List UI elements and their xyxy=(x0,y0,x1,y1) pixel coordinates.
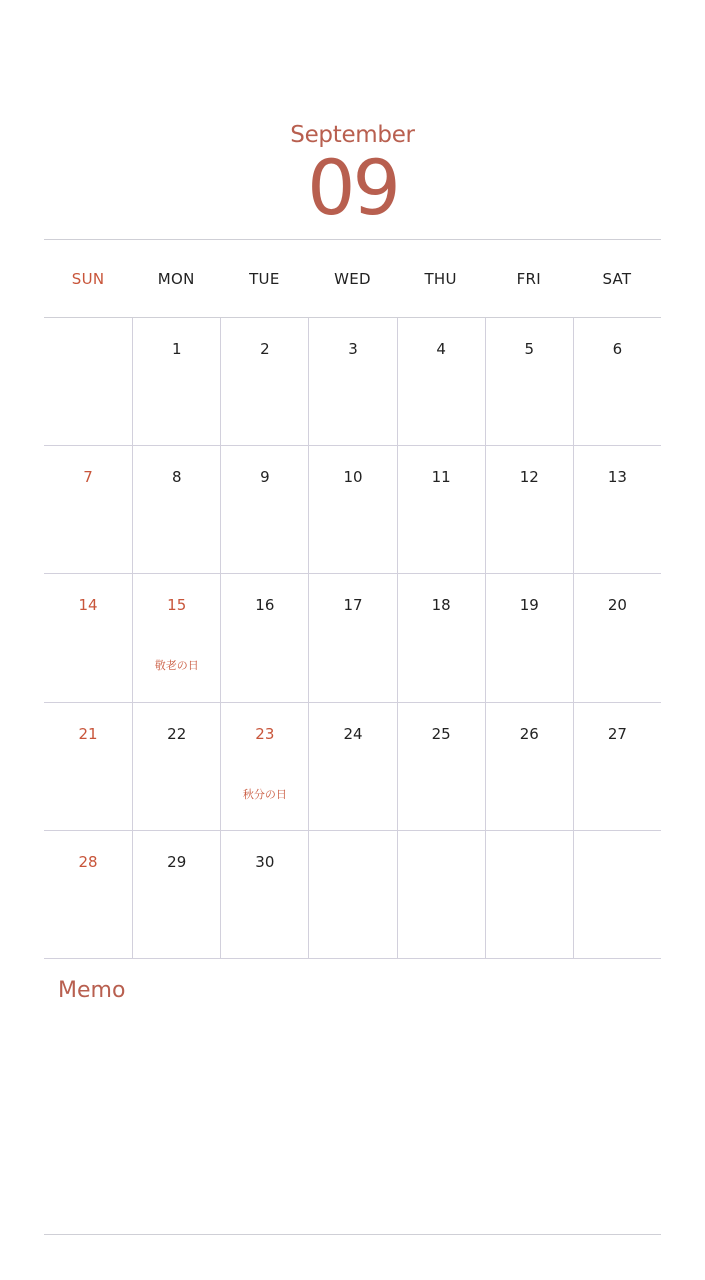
day-number: 8 xyxy=(171,468,182,487)
holiday-label: 敬老の日 xyxy=(154,659,199,673)
day-number: 16 xyxy=(255,596,275,615)
memo-title: Memo xyxy=(58,978,126,1003)
day-cell-5 xyxy=(485,318,573,446)
day-cell-10 xyxy=(308,446,396,574)
weekday-header-row xyxy=(44,240,661,318)
day-number: 12 xyxy=(519,468,539,487)
day-cell-19 xyxy=(485,574,573,702)
day-number: 7 xyxy=(83,468,93,487)
month-header xyxy=(0,118,705,232)
empty-day-cell xyxy=(573,831,661,959)
weekday-fri: FRI xyxy=(516,270,541,288)
day-number: 11 xyxy=(431,468,451,487)
weekday-tue: TUE xyxy=(249,270,280,288)
day-number: 18 xyxy=(431,596,451,615)
day-number: 5 xyxy=(524,340,535,358)
day-cell-1 xyxy=(132,318,220,446)
day-number: 15 xyxy=(167,596,187,615)
weekday-thu: THU xyxy=(424,270,457,288)
day-cell-27 xyxy=(573,703,661,831)
day-cell-16 xyxy=(220,574,308,702)
empty-day-cell xyxy=(44,318,132,446)
weekday-sun: SUN xyxy=(71,270,105,288)
day-number: 30 xyxy=(255,852,275,871)
day-number: 23 xyxy=(255,724,275,743)
day-cell-22 xyxy=(132,703,220,831)
day-number: 4 xyxy=(436,340,446,358)
day-cell-2 xyxy=(220,318,308,446)
day-number: 14 xyxy=(78,596,98,615)
day-number: 25 xyxy=(431,724,451,743)
day-number: 17 xyxy=(343,596,363,615)
day-cell-11 xyxy=(397,446,485,574)
day-number: 19 xyxy=(519,596,539,615)
day-cell-29 xyxy=(132,831,220,959)
day-cell-14 xyxy=(44,574,132,702)
day-cell-20 xyxy=(573,574,661,702)
day-number: 1 xyxy=(171,340,182,358)
day-cell-25 xyxy=(397,703,485,831)
day-cell-12 xyxy=(485,446,573,574)
day-cell-28 xyxy=(44,831,132,959)
month-name: September xyxy=(290,122,415,148)
day-number: 21 xyxy=(78,724,98,743)
calendar-grid xyxy=(44,318,661,959)
day-cell-9 xyxy=(220,446,308,574)
day-number: 9 xyxy=(260,468,270,487)
day-number: 24 xyxy=(343,724,363,743)
day-number: 26 xyxy=(519,724,539,743)
day-cell-30 xyxy=(220,831,308,959)
weekday-wed: WED xyxy=(334,270,371,288)
day-cell-18 xyxy=(397,574,485,702)
day-cell-3 xyxy=(308,318,396,446)
month-number: 09 xyxy=(307,143,398,232)
day-cell-13 xyxy=(573,446,661,574)
day-cell-4 xyxy=(397,318,485,446)
day-cell-24 xyxy=(308,703,396,831)
weekday-mon: MON xyxy=(157,270,195,288)
day-cell-21 xyxy=(44,703,132,831)
day-cell-15 xyxy=(132,574,220,702)
day-number: 13 xyxy=(607,468,627,487)
day-number: 20 xyxy=(607,596,627,615)
weekday-sat: SAT xyxy=(602,270,632,288)
day-number: 2 xyxy=(260,340,270,358)
day-cell-17 xyxy=(308,574,396,702)
empty-day-cell xyxy=(397,831,485,959)
day-cell-7 xyxy=(44,446,132,574)
day-number: 10 xyxy=(343,468,363,487)
day-number: 6 xyxy=(612,340,623,358)
day-number: 28 xyxy=(78,852,98,871)
day-cell-8 xyxy=(132,446,220,574)
day-number: 27 xyxy=(607,724,627,743)
day-cell-6 xyxy=(573,318,661,446)
memo-bottom-line xyxy=(44,1234,661,1235)
day-cell-23 xyxy=(220,703,308,831)
empty-day-cell xyxy=(485,831,573,959)
day-number: 3 xyxy=(348,340,358,358)
day-number: 29 xyxy=(167,852,187,871)
day-cell-26 xyxy=(485,703,573,831)
holiday-label: 秋分の日 xyxy=(242,787,287,801)
day-number: 22 xyxy=(167,724,187,743)
empty-day-cell xyxy=(308,831,396,959)
